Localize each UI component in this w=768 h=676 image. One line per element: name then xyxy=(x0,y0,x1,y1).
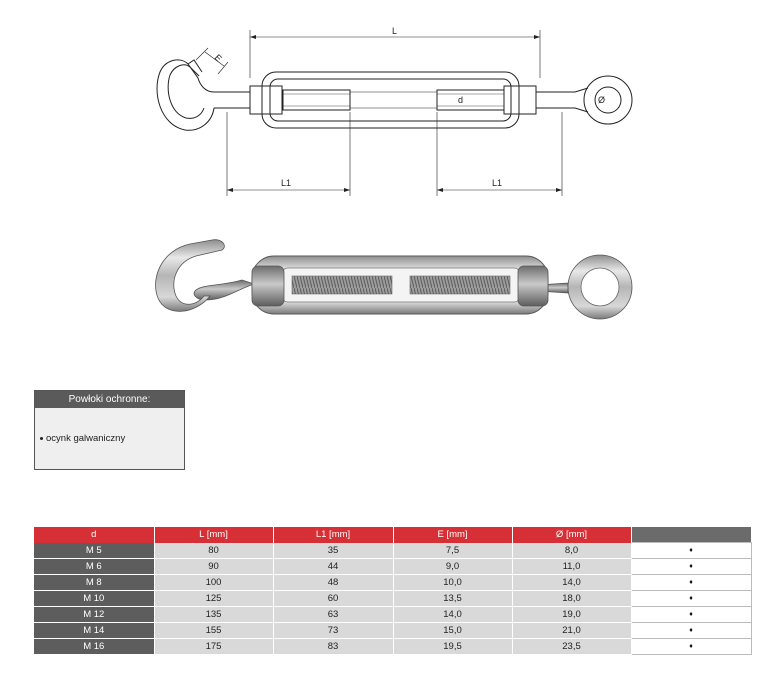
header-diameter: Ø [mm] xyxy=(512,527,631,543)
table-row xyxy=(34,639,751,655)
header-d: d xyxy=(34,527,154,543)
cell-d: M 10 xyxy=(34,591,154,607)
cell-L1: 48 xyxy=(273,575,393,591)
cell-d: M 12 xyxy=(34,607,154,623)
availability-icon: ♦ xyxy=(631,623,751,639)
cell-L1: 44 xyxy=(273,559,393,575)
turnbuckle-photo xyxy=(156,240,632,319)
cell-L1: 83 xyxy=(273,639,393,655)
label-L1-left: L1 xyxy=(281,178,292,188)
cell-L: 125 xyxy=(154,591,273,607)
cell-L1: 35 xyxy=(273,543,393,559)
cell-E: 19,5 xyxy=(393,639,512,655)
cell-L: 90 xyxy=(154,559,273,575)
cell-diameter: 21,0 xyxy=(512,623,631,639)
cell-diameter: 18,0 xyxy=(512,591,631,607)
header-E: E [mm] xyxy=(393,527,512,543)
cell-E: 14,0 xyxy=(393,607,512,623)
coatings-title: Powłoki ochronne: xyxy=(35,391,184,408)
cell-E: 10,0 xyxy=(393,575,512,591)
cell-diameter: 8,0 xyxy=(512,543,631,559)
coating-item-label: ocynk galwaniczny xyxy=(46,433,126,444)
cell-E: 7,5 xyxy=(393,543,512,559)
cell-L: 80 xyxy=(154,543,273,559)
availability-icon: ♦ xyxy=(631,591,751,607)
cell-E: 15,0 xyxy=(393,623,512,639)
cell-L: 100 xyxy=(154,575,273,591)
cell-L1: 63 xyxy=(273,607,393,623)
cell-diameter: 14,0 xyxy=(512,575,631,591)
cell-d: M 6 xyxy=(34,559,154,575)
coatings-box xyxy=(34,390,185,470)
cell-L1: 60 xyxy=(273,591,393,607)
table-row xyxy=(34,591,751,607)
availability-icon: ♦ xyxy=(631,607,751,623)
cell-L: 135 xyxy=(154,607,273,623)
coating-item xyxy=(40,433,184,444)
table-row xyxy=(34,575,751,591)
cell-d: M 14 xyxy=(34,623,154,639)
table-row xyxy=(34,607,751,623)
header-L: L [mm] xyxy=(154,527,273,543)
label-L1-right: L1 xyxy=(492,178,503,188)
availability-icon: ♦ xyxy=(631,559,751,575)
specification-table xyxy=(34,527,752,655)
technical-drawing xyxy=(157,30,632,196)
label-L: L xyxy=(392,26,398,36)
availability-icon: ♦ xyxy=(631,543,751,559)
table-row xyxy=(34,543,751,559)
label-diameter: Ø xyxy=(598,95,606,105)
availability-icon: ♦ xyxy=(631,575,751,591)
cell-E: 9,0 xyxy=(393,559,512,575)
availability-icon: ♦ xyxy=(631,639,751,655)
cell-L: 175 xyxy=(154,639,273,655)
cell-d: M 5 xyxy=(34,543,154,559)
cell-diameter: 11,0 xyxy=(512,559,631,575)
cell-d: M 16 xyxy=(34,639,154,655)
header-L1: L1 [mm] xyxy=(273,527,393,543)
table-header-row xyxy=(34,527,751,543)
cell-L1: 73 xyxy=(273,623,393,639)
table-row xyxy=(34,623,751,639)
cell-L: 155 xyxy=(154,623,273,639)
header-availability xyxy=(631,527,751,543)
cell-E: 13,5 xyxy=(393,591,512,607)
cell-d: M 8 xyxy=(34,575,154,591)
cell-diameter: 19,0 xyxy=(512,607,631,623)
label-d: d xyxy=(458,95,464,105)
cell-diameter: 23,5 xyxy=(512,639,631,655)
table-row xyxy=(34,559,751,575)
label-E: E xyxy=(212,52,224,64)
bullet-icon xyxy=(40,437,43,440)
